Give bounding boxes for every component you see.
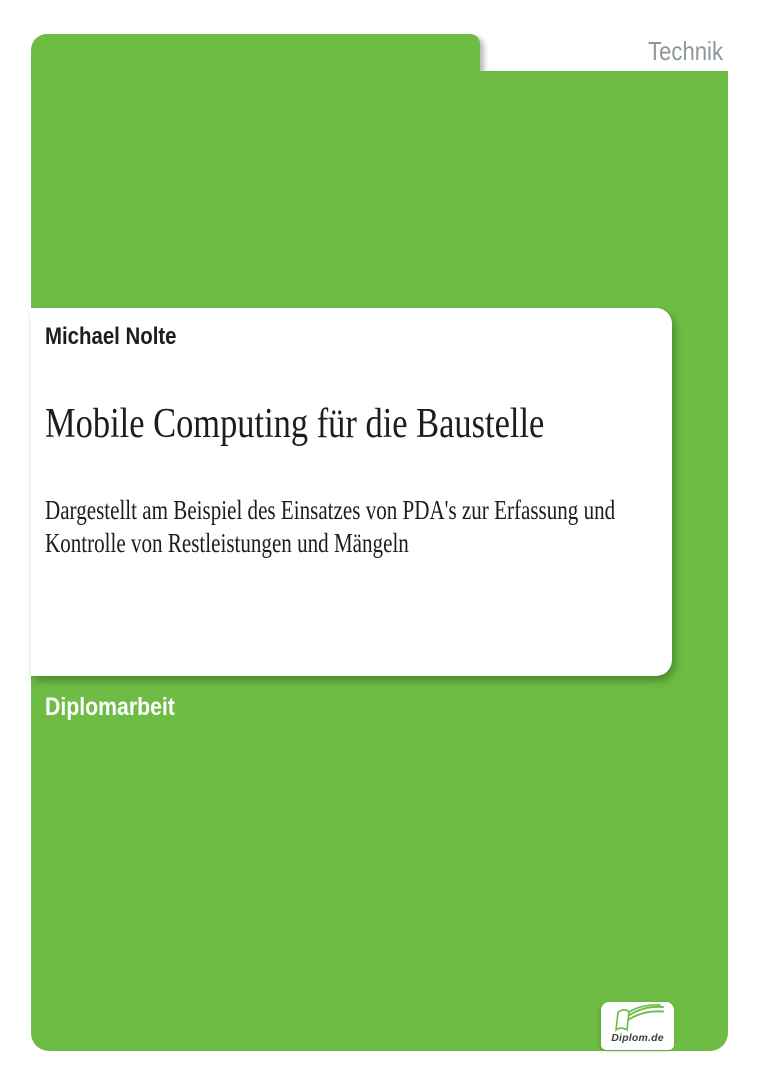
title-panel bbox=[31, 308, 672, 676]
diplom-de-pages-swoosh-icon bbox=[609, 1004, 667, 1034]
document-type-label: Diplomarbeit bbox=[45, 693, 175, 721]
cover-tab-shape bbox=[31, 34, 480, 76]
book-subtitle: Dargestellt am Beispiel des Einsatzes von PDA's zur Erfassung und Kontrolle von Restleistungen und Mängeln bbox=[45, 495, 616, 558]
book-title: Mobile Computing für die Baustelle bbox=[45, 401, 545, 447]
publisher-logo bbox=[601, 1002, 674, 1050]
author-name: Michael Nolte bbox=[45, 323, 177, 350]
publisher-logo-label: Diplom.de bbox=[611, 1032, 664, 1044]
category-label: Technik bbox=[648, 36, 723, 66]
